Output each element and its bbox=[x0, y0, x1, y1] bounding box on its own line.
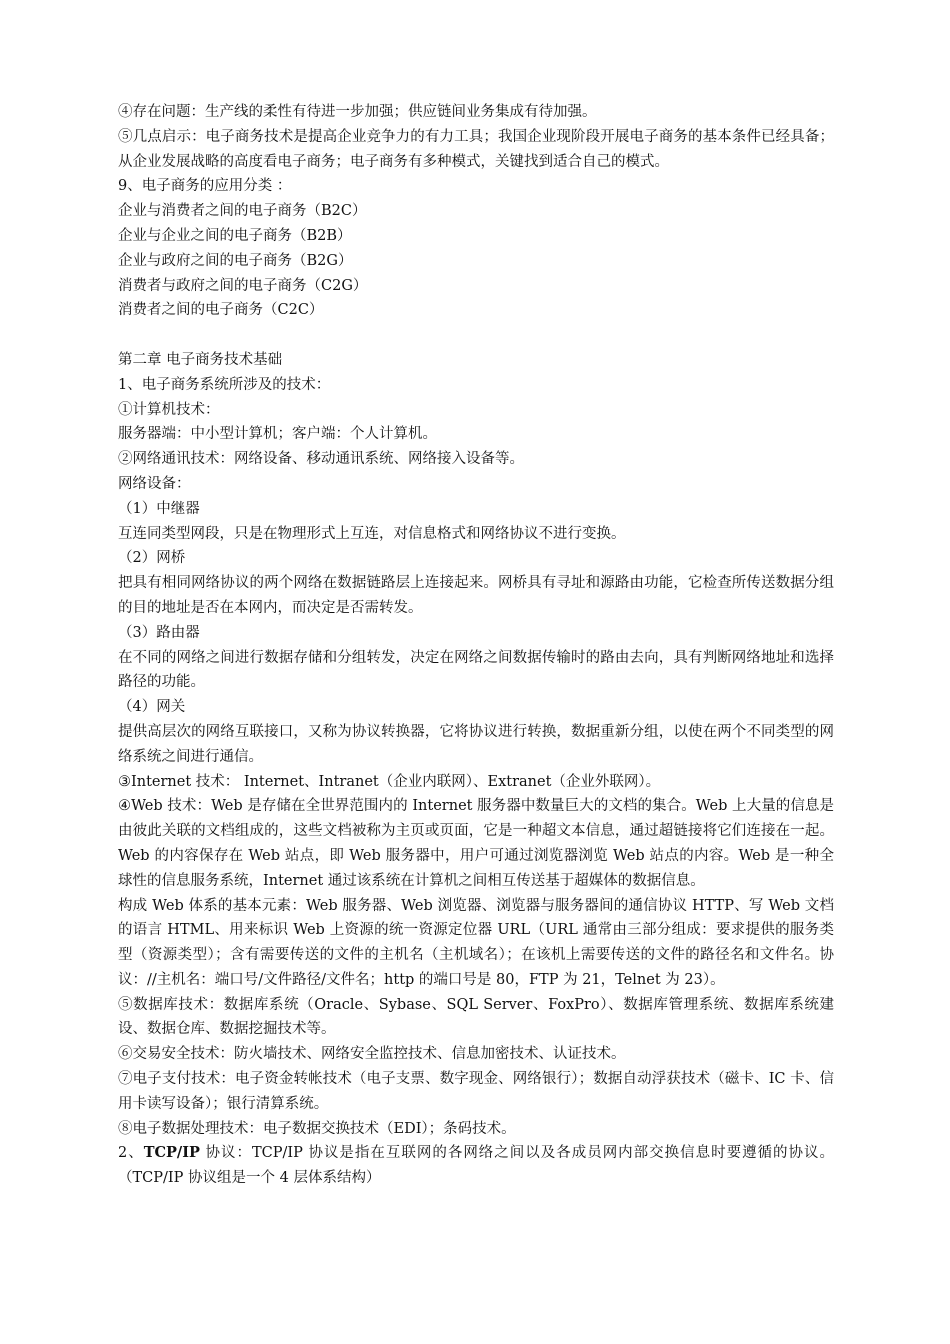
text-line: （2）网桥 bbox=[118, 550, 186, 567]
text-line: ⑥交易安全技术：防火墙技术、网络安全监控技术、信息加密技术、认证技术。 bbox=[118, 1046, 626, 1063]
text-line: ③Internet 技术： Internet、Intranet（企业内联网）、Extranet（企业外联网）。 bbox=[118, 773, 661, 790]
text-line: ⑧电子数据处理技术：电子数据交换技术（EDI）；条码技术。 bbox=[118, 1120, 516, 1137]
paragraph-router: 在不同的网络之间进行数据存储和分组转发，决定在网络之间数据传输时的路由去向，具有判断网络地址和选择路径的功能。 bbox=[118, 649, 834, 691]
text-line: （3）路由器 bbox=[118, 624, 200, 641]
text-line: （1）中继器 bbox=[118, 500, 200, 517]
paragraph-database: ⑤数据库技术：数据库系统（Oracle、Sybase、SQL Server、FoxPro）、数据库管理系统、数据库系统建设、数据仓库、数据挖掘技术等。 bbox=[118, 996, 834, 1038]
section-heading: 9、电子商务的应用分类 ： bbox=[118, 178, 292, 195]
tcpip-term: TCP/IP bbox=[143, 1144, 200, 1162]
text-line: 服务器端：中小型计算机；客户端：个人计算机。 bbox=[118, 426, 437, 443]
text-line: ①计算机技术： bbox=[118, 401, 220, 418]
paragraph-web: ④Web 技术：Web 是存储在全世界范围内的 Internet 服务器中数量巨大的文档的集合。Web 上大量的信息是由彼此关联的文档组成的，这些文档被称为主页或页面，它是一种超文本信息，通过超链接将它们连接在一起。Web 的内容保存在 Web 站点，即 Web 服务器中，用户可通过浏览器浏览 Web 站点的内容。Web 是一种全球性的信息服务系统，Internet 通过该系统在计算机之间相互传送基于超媒体的数据信息。 bbox=[118, 798, 834, 889]
blank-line bbox=[118, 323, 834, 348]
document-page bbox=[118, 100, 834, 1191]
text-line: （4）网关 bbox=[118, 699, 186, 716]
list-item: 企业与消费者之间的电子商务（B2C） bbox=[118, 203, 367, 220]
paragraph-tcpip bbox=[118, 1141, 834, 1191]
text-line: ④存在问题：生产线的柔性有待进一步加强；供应链间业务集成有待加强。 bbox=[118, 104, 597, 120]
text-line: ②网络通讯技术：网络设备、移动通讯系统、网络接入设备等。 bbox=[118, 451, 524, 468]
paragraph-bridge: 把具有相同网络协议的两个网络在数据链路层上连接起来。网桥具有寻址和源路由功能，它检查所传送数据分组的目的地址是否在本网内，而决定是否需转发。 bbox=[118, 575, 834, 616]
list-item: 消费者与政府之间的电子商务（C2G） bbox=[118, 277, 368, 294]
paragraph-web-elements: 构成 Web 体系的基本元素：Web 服务器、Web 浏览器、浏览器与服务器间的通信协议 HTTP、写 Web 文档的语言 HTML、用来标识 Web 上资源的统一资源定位器 URL（URL 通常由三部分组成：要求提供的服务类型（资源类型）；含有需要传送的文件的主机名（主机域名）；在该机上需要传送的文件的路径名和文件名。协议：//主机名：端口号/文件路径/文件名；http 的端口号是 80，FTP 为 21，Telnet 为 23）。 bbox=[118, 897, 834, 988]
chapter-title: 第二章 电子商务技术基础 bbox=[118, 351, 283, 368]
tcpip-prefix: 2、 bbox=[118, 1145, 144, 1162]
paragraph-payment: ⑦电子支付技术：电子资金转帐技术（电子支票、数字现金、网络银行）；数据自动浮获技术（磁卡、IC 卡、信用卡读写设备）；银行清算系统。 bbox=[118, 1071, 834, 1112]
list-item: 企业与政府之间的电子商务（B2G） bbox=[118, 252, 353, 269]
text-line: 网络设备： bbox=[118, 475, 191, 492]
section-heading: 1、电子商务系统所涉及的技术： bbox=[118, 376, 331, 393]
list-item: 消费者之间的电子商务（C2C） bbox=[118, 302, 324, 319]
list-item: 企业与企业之间的电子商务（B2B） bbox=[118, 227, 352, 244]
paragraph-gateway: 提供高层次的网络互联接口，又称为协议转换器，它将协议进行转换，数据重新分组，以使在两个不同类型的网络系统之间进行通信。 bbox=[118, 723, 834, 765]
text-line: 互连同类型网段，只是在物理形式上互连，对信息格式和网络协议不进行变换。 bbox=[118, 525, 626, 542]
paragraph-lessons: ⑤几点启示：电子商务技术是提高企业竞争力的有力工具；我国企业现阶段开展电子商务的基本条件已经具备；从企业发展战略的高度看电子商务；电子商务有多种模式，关键找到适合自己的模式。 bbox=[118, 128, 834, 170]
tcpip-text: 协议：TCP/IP 协议是指在互联网的各网络之间以及各成员网内部交换信息时要遵循的协议。（TCP/IP 协议组是一个 4 层体系结构） bbox=[118, 1145, 834, 1187]
